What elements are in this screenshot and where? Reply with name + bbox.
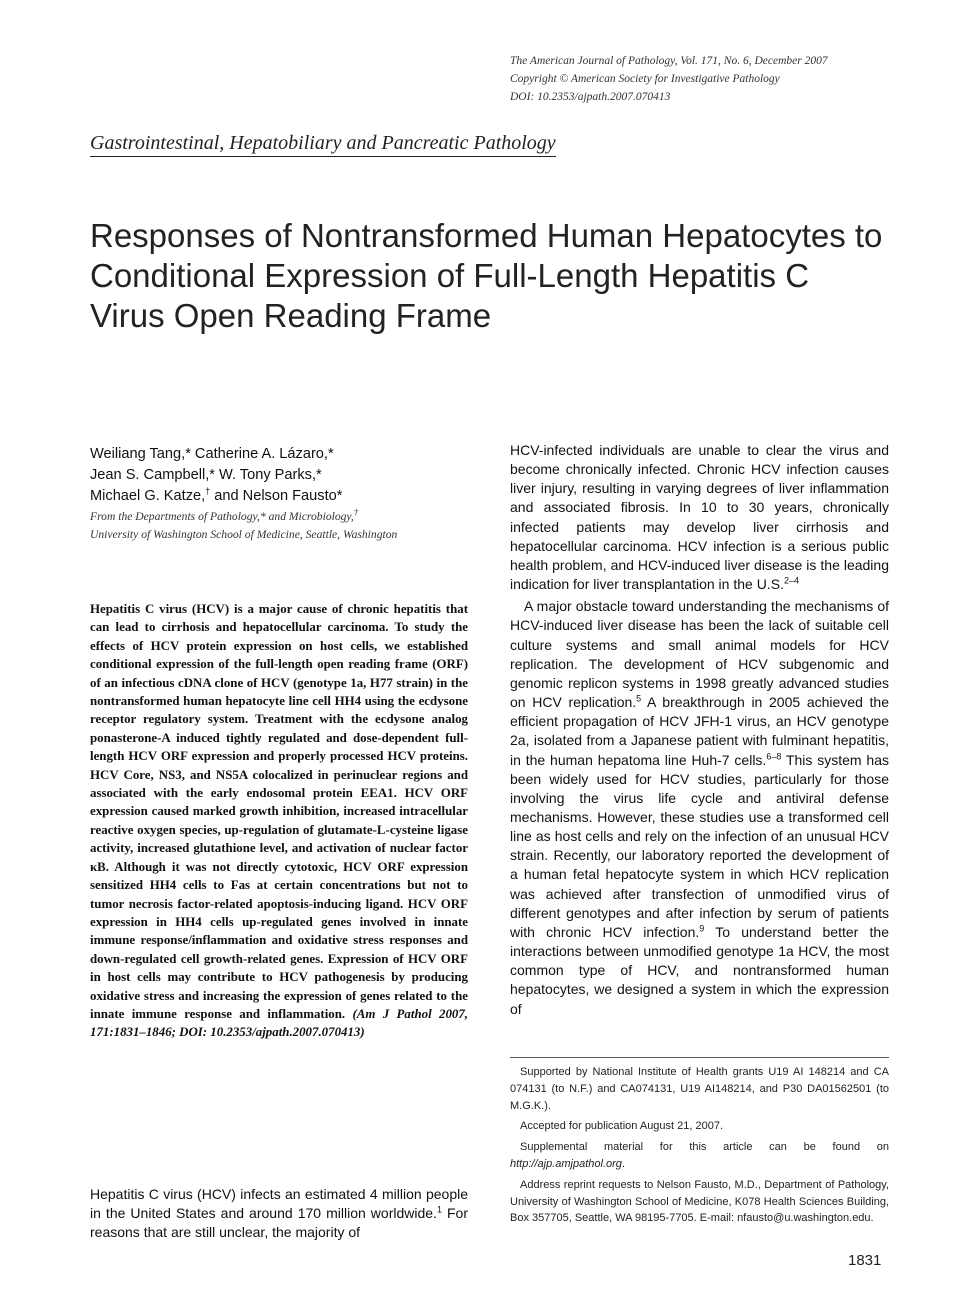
affiliation-mark: †	[205, 486, 211, 497]
body-p2-text-c: This system has been widely used for HCV studies, particularly for those involving the virus life cycle and antiviral defense mechanisms. However, these studies use a transformed cell line as host cells and rely on the infection of an unusual HCV strain. Recently, our laboratory reported the development of a human fetal hepatocyte system in which HCV replication was achieved after transfection of unmodified virus of different genotypes and after infection by serum of patients with chronic HCV infection.	[510, 751, 889, 940]
section-heading: Gastrointestinal, Hepatobiliary and Pancreatic Pathology	[90, 132, 556, 157]
right-column-body	[510, 441, 889, 1019]
article-title: Responses of Nontransformed Human Hepatocytes to Conditional Expression of Full-Length Hepatitis C Virus Open Reading Frame	[90, 217, 883, 334]
abstract-text: Hepatitis C virus (HCV) is a major cause of chronic hepatitis that can lead to cirrhosis and hepatocellular carcinoma. To study the effects of HCV protein expression on host cells, we established conditional expression of the full-length open reading frame (ORF) of an infectious cDNA clone of HCV (genotype 1a, H77 strain) in the nontransformed human hepatocyte line cell HH4 using the ecdysone receptor regulatory system. Treatment with the ecdysone analog ponasterone-A induced tightly regulated and dose-dependent full-length HCV ORF expression and properly processed HCV proteins. HCV Core, NS3, and NS5A colocalized in perinuclear regions and associated with the early endosomal protein EEA1. HCV ORF expression caused marked growth inhibition, increased intracellular reactive oxygen species, up-regulation of glutamate-L-cysteine ligase activity, increased glutathione level, and activation of nuclear factor κB. Although it was not directly cytotoxic, HCV ORF expression sensitized HH4 cells to Fas at certain concentrations but not to tumor necrosis factor-related apoptosis-inducing ligand. HCV ORF expression in HH4 cells up-regulated genes involved in innate immune response/inflammation and oxidative stress responses and down-regulated cell growth-related genes. Expression of HCV ORF in host cells may contribute to HCV pathogenesis by producing oxidative stress and increasing the expression of genes related to the innate immune response and inflammation.	[90, 602, 468, 1021]
footnote-reprint: Address reprint requests to Nelson Fausto, M.D., Department of Pathology, University of Washington School of Medicine, K078 Health Sciences Building, Box 357705, Seattle, WA 98195-7705. E-mail: nfausto@u.washington.edu.	[510, 1178, 889, 1225]
body-p2-text-b: A breakthrough in 2005 achieved the efficient propagation of HCV JFH-1 virus, an HCV genotype 2a, isolated from a Japanese patient with fulminant hepatitis, in the human hepatoma line Huh-7 cells.	[510, 694, 889, 768]
reference-mark: 2–4	[783, 575, 799, 586]
affiliation-departments: From the Departments of Pathology,* and Microbiology,	[90, 510, 354, 523]
journal-citation-header	[510, 52, 910, 106]
author-line-3	[90, 486, 480, 507]
body-paragraph-2	[510, 597, 889, 1018]
intro-text-b: For reasons that are still unclear, the majority of	[90, 1205, 468, 1240]
footnotes	[510, 1064, 889, 1231]
author-list	[90, 444, 480, 507]
body-p2-text-a: A major obstacle toward understanding the mechanisms of HCV-induced liver disease has been the lack of suitable cell culture systems and small animal models for HCV replication. The development of HCV subgenomic and genomic replicon systems in 1998 greatly advanced studies on HCV replication.	[510, 598, 889, 711]
footnote-divider	[510, 1057, 889, 1058]
abstract	[90, 600, 468, 1042]
author-line-1: Weiliang Tang,* Catherine A. Lázaro,*	[90, 446, 334, 462]
author-fausto: and Nelson Fausto*	[210, 488, 343, 504]
page-number: 1831	[848, 1252, 882, 1269]
footnote-supplemental	[510, 1139, 889, 1173]
reference-mark: 1	[436, 1204, 442, 1215]
copyright-line: Copyright © American Society for Investigative Pathology	[510, 73, 780, 85]
body-p1-text: HCV-infected individuals are unable to clear the virus and become chronically infected. Chronic HCV infection causes liver injury, resulting in varying degrees of liver inflammation and associated fibrosis. In 10 to 30 years, chronically infected patients may develop liver cirrhosis and hepatocellular carcinoma. HCV infection is a serious public health problem, and HCV-induced liver disease is the leading indication for liver transplantation in the U.S.	[510, 442, 889, 593]
affiliation	[90, 508, 480, 544]
supplemental-text: Supplemental material for this article can be found on	[520, 1141, 889, 1154]
author-katze: Michael G. Katze,	[90, 488, 206, 504]
supplemental-link[interactable]: http://ajp.amjpathol.org	[510, 1157, 622, 1170]
author-line-2: Jean S. Campbell,* W. Tony Parks,*	[90, 467, 322, 483]
doi-line: DOI: 10.2353/ajpath.2007.070413	[510, 91, 671, 103]
abstract-citation: (Am J Pathol 2007, 171:1831–1846; DOI: 10.2353/ajpath.2007.070413)	[90, 1006, 469, 1040]
body-paragraph-1	[510, 441, 889, 594]
supplemental-end: .	[621, 1157, 625, 1170]
reference-mark: 9	[699, 923, 705, 934]
reference-mark: 6–8	[766, 750, 782, 761]
footnote-accepted: Accepted for publication August 21, 2007.	[520, 1120, 724, 1133]
affiliation-line-2: University of Washington School of Medicine, Seattle, Washington	[90, 528, 398, 541]
intro-text-a: Hepatitis C virus (HCV) infects an estimated 4 million people in the United States and around 170 million worldwide.	[90, 1186, 468, 1221]
footnote-support: Supported by National Institute of Health grants U19 AI 148214 and CA 074131 (to N.F.) and CA074131, U19 AI148214, and P30 DA01562501 (to M.G.K.).	[510, 1066, 889, 1112]
journal-name-line: The American Journal of Pathology, Vol. 171, No. 6, December 2007	[510, 55, 828, 67]
affiliation-mark: †	[353, 507, 359, 518]
affiliation-line-1	[90, 508, 480, 526]
body-p2-text-d: To understand better the interactions between unmodified genotype 1a HCV, the most common type of HCV, and nontransformed human hepatocytes, we designed a system in which the expression of	[510, 923, 889, 1017]
introduction-paragraph	[90, 1185, 468, 1242]
reference-mark: 5	[636, 693, 642, 704]
